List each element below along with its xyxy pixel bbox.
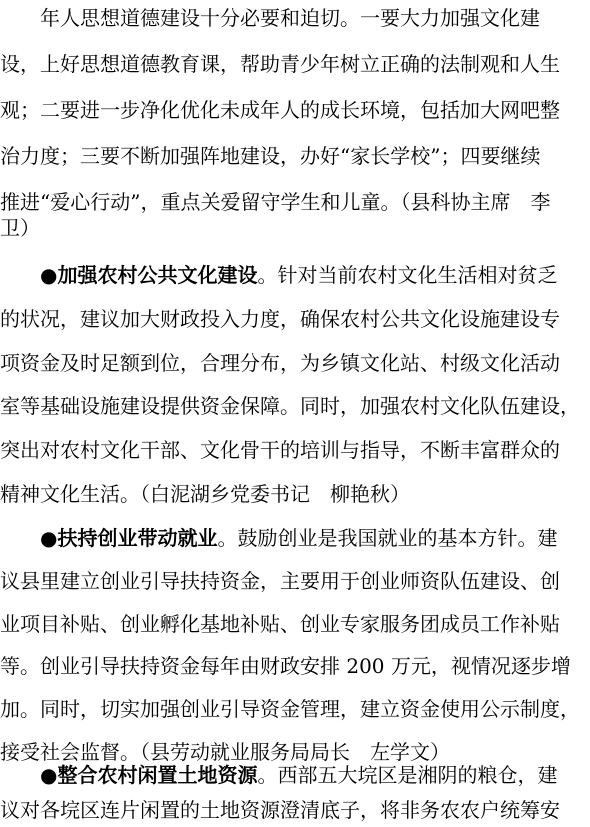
- section-title-rural-culture: ●加强农村公共文化建设: [40, 263, 258, 287]
- paragraph-2-line-6: 精神文化生活。（白泥湖乡党委书记 柳艳秋）: [0, 482, 410, 506]
- paragraph-1-line-2: 设，上好思想道德教育课，帮助青少年树立正确的法制观和人生: [0, 52, 560, 76]
- paragraph-4-line-2: 议对各垸区连片闲置的土地资源澄清底子，将非务农农户统筹安: [0, 798, 560, 822]
- section-title-entrepreneurship: ●扶持创业带动就业: [40, 526, 218, 550]
- paragraph-3-line-4: 等。创业引导扶持资金每年由财政安排 200 万元，视情况逐步增: [0, 654, 571, 678]
- paragraph-3-line-6: 接受社会监督。（县劳动就业服务局局长 左学文）: [0, 740, 450, 764]
- paragraph-1-line-6: 卫）: [0, 216, 40, 240]
- paragraph-3-line-3: 业项目补贴、创业孵化基地补贴、创业专家服务团成员工作补贴: [0, 612, 560, 636]
- paragraph-4-line-1: [0, 758, 590, 793]
- paragraph-2-line-1: [0, 258, 590, 293]
- paragraph-3-line-1: [0, 521, 590, 556]
- paragraph-3-line-1-text: 。鼓励创业是我国就业的基本方针。建: [217, 526, 558, 550]
- paragraph-1-line-3: 观；二要进一步净化优化未成年人的成长环境，包括加大网吧整: [0, 98, 560, 122]
- paragraph-1-line-4: 治力度；三要不断加强阵地建设，办好“家长学校”；四要继续: [0, 144, 541, 168]
- paragraph-2-line-5: 突出对农村文化干部、文化骨干的培训与指导，不断丰富群众的: [0, 438, 560, 462]
- paragraph-4-line-1-text: 。西部五大垸区是湘阴的粮仓，建: [257, 763, 558, 787]
- paragraph-2-line-1-text: 。针对当前农村文化生活相对贫乏: [257, 263, 558, 287]
- paragraph-1-line-1: 年人思想道德建设十分必要和迫切。一要大力加强文化建: [40, 6, 540, 30]
- paragraph-3-line-2: 议县里建立创业引导扶持资金，主要用于创业师资队伍建设、创: [0, 569, 560, 593]
- paragraph-2-line-2: 的状况，建议加大财政投入力度，确保农村公共文化设施建设专: [0, 307, 560, 331]
- paragraph-2-line-4: 室等基础设施建设提供资金保障。同时，加强农村文化队伍建设，: [0, 394, 580, 418]
- paragraph-1-line-5: 推进“爱心行动”，重点关爱留守学生和儿童。（县科协主席 李: [0, 190, 551, 214]
- paragraph-2-line-3: 项资金及时足额到位，合理分布，为乡镇文化站、村级文化活动: [0, 351, 560, 375]
- paragraph-3-line-5: 加。同时，切实加强创业引导资金管理，建立资金使用公示制度，: [0, 697, 580, 721]
- section-title-idle-land: ●整合农村闲置土地资源: [40, 763, 258, 787]
